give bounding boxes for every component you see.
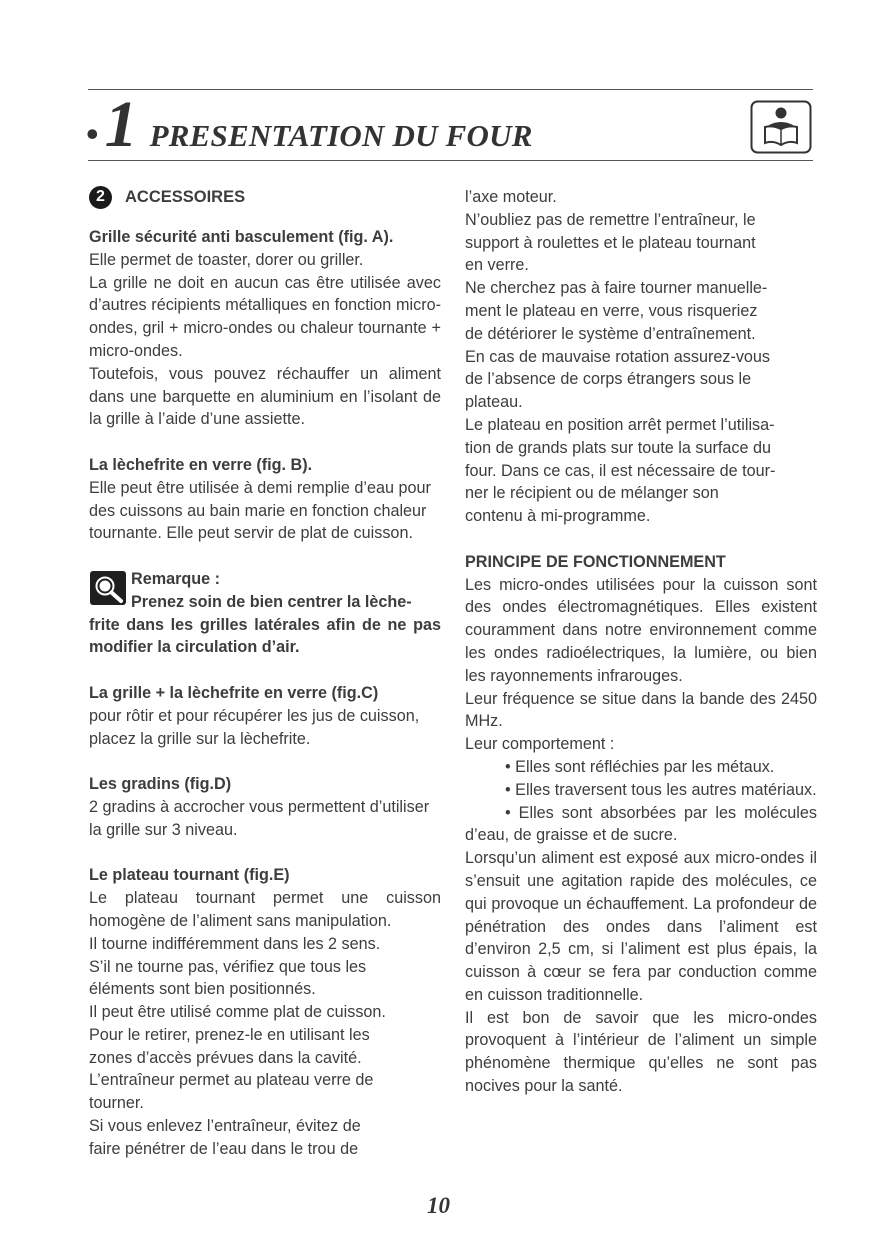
reader-icon [750, 100, 812, 154]
header-rule-top [88, 89, 813, 90]
grille-lechefrite-title: La grille + la lèchefrite en verre (fig.C) [89, 683, 379, 702]
gradins-text: 2 gradins à accrocher vous permettent d’utiliser la grille sur 3 niveau. [89, 797, 430, 839]
page-number: 10 [427, 1193, 450, 1218]
right-line: En cas de mauvaise rotation assurez-vous [465, 347, 771, 366]
remarque-note [89, 568, 441, 659]
chapter-bullet: • [86, 114, 99, 154]
grille-line1: Elle permet de toaster, dorer ou griller. [89, 250, 364, 269]
chapter-number: 1 [104, 88, 138, 161]
right-line: Le plateau en position arrêt permet l’utilisa- [465, 415, 775, 434]
plateau-line: S’il ne tourne pas, vérifiez que tous les [89, 957, 367, 976]
bon-text: Il est bon de savoir que les micro-ondes provoquent à l’intérieur de l’aliment un simple phénomène thermique qu’elles ne sont pas nocives pour la santé. [465, 1008, 817, 1096]
plateau-line: éléments sont bien positionnés. [89, 980, 316, 999]
magnifier-icon [89, 570, 127, 606]
plateau-line: Pour le retirer, prenez-le en utilisant les [89, 1025, 370, 1044]
grille-paragraph-2: Toutefois, vous pouvez réchauffer un aliment dans une barquette en aluminium en l’isolant de la grille à l’aide d’une assiette. [89, 364, 441, 429]
right-line: ner le récipient ou de mélanger son [465, 484, 719, 503]
chapter-header [86, 88, 533, 161]
right-line: contenu à mi-programme. [465, 507, 651, 526]
remarque-label: Remarque : [131, 569, 221, 588]
plateau-text: Le plateau tournant permet une cuisson homogène de l’aliment sans manipulation. [89, 889, 441, 930]
grille-title: Grille sécurité anti basculement (fig. A). [89, 228, 394, 246]
bullet-item: • Elles traversent tous les autres matériaux. [505, 780, 817, 799]
right-column [465, 186, 817, 1098]
header-rule-bottom [88, 160, 813, 161]
chapter-title: PRESENTATION DU FOUR [149, 118, 533, 153]
right-line: plateau. [465, 393, 523, 412]
right-line: tion de grands plats sur toute la surface du [465, 438, 771, 457]
right-line: Ne cherchez pas à faire tourner manuelle- [465, 279, 768, 298]
right-line: four. Dans ce cas, il est nécessaire de tour- [465, 461, 776, 480]
grille-paragraph: La grille ne doit en aucun cas être utilisée avec d’autres récipients métalliques en fonction micro-ondes, gril + micro-ondes ou chaleur tournante + micro-ondes. [89, 273, 441, 360]
right-line: de détériorer le système d’entraînement. [465, 324, 756, 343]
bullet-item: • Elles sont réfléchies par les métaux. [505, 757, 775, 776]
right-line: ment le plateau en verre, vous risqueriez [465, 301, 758, 320]
plateau-line: faire pénétrer de l’eau dans le trou de [89, 1139, 359, 1158]
plateau-line: Il peut être utilisé comme plat de cuisson. [89, 1003, 386, 1022]
right-line: l’axe moteur. [465, 188, 557, 206]
gradins-title: Les gradins (fig.D) [89, 775, 232, 794]
lechefrite-title: La lèchefrite en verre (fig. B). [89, 455, 313, 474]
lechefrite-text: Elle peut être utilisée à demi remplie d’eau pour des cuissons au bain marie en fonction chaleur tournante. Elle peut servir de plat de cuisson. [89, 478, 431, 543]
right-line: N’oubliez pas de remettre l’entraîneur, le [465, 210, 756, 229]
comportement-label: Leur comportement : [465, 735, 615, 754]
plateau-line: L’entraîneur permet au plateau verre de [89, 1071, 374, 1090]
section-heading [89, 186, 441, 209]
right-line: en verre. [465, 256, 529, 275]
grille-lechefrite-text: pour rôtir et pour récupérer les jus de cuisson, placez la grille sur la lèchefrite. [89, 706, 420, 748]
plateau-title: Le plateau tournant (fig.E) [89, 866, 290, 885]
plateau-line: Si vous enlevez l’entraîneur, évitez de [89, 1117, 361, 1136]
principe-text: Les micro-ondes utilisées pour la cuisson sont des ondes électromagnétiques. Elles existent couramment dans notre environnement comme les ondes radioélectriques, la lumière, ou bien les rayonnements infrarouges. [465, 575, 817, 685]
section-title: ACCESSOIRES [125, 188, 246, 207]
plateau-line: zones d’accès prévues dans la cavité. [89, 1048, 362, 1067]
left-column [89, 186, 441, 1161]
principe-title: PRINCIPE DE FONCTIONNEMENT [465, 552, 726, 571]
right-line: de l’absence de corps étrangers sous le [465, 370, 752, 389]
plateau-line: tourner. [89, 1094, 144, 1113]
plateau-line: Il tourne indifféremment dans les 2 sens. [89, 934, 381, 953]
section-number: 2 [89, 186, 112, 209]
frequence-text: Leur fréquence se situe dans la bande des 2450 MHz. [465, 689, 817, 731]
remarque-text: frite dans les grilles latérales afin de ne pas modifier la circulation d’air. [89, 615, 441, 657]
remarque-line2: Prenez soin de bien centrer la lèche- [131, 592, 412, 611]
expose-text: Lorsqu’un aliment est exposé aux micro-ondes il s’ensuit une agitation rapide des molécules, ce qui provoque un échauffement. La profondeur de pénétration des ondes dans l’aliment est d’environ 2,5 cm, si l’aliment est plus épais, la cuisson à cœur se fera par conduction comme en cuisson traditionnelle. [465, 849, 817, 1004]
right-line: support à roulettes et le plateau tournant [465, 233, 756, 252]
bullet-item: • Elles sont absorbées par les molécules d’eau, de graisse et de sucre. [465, 803, 817, 845]
